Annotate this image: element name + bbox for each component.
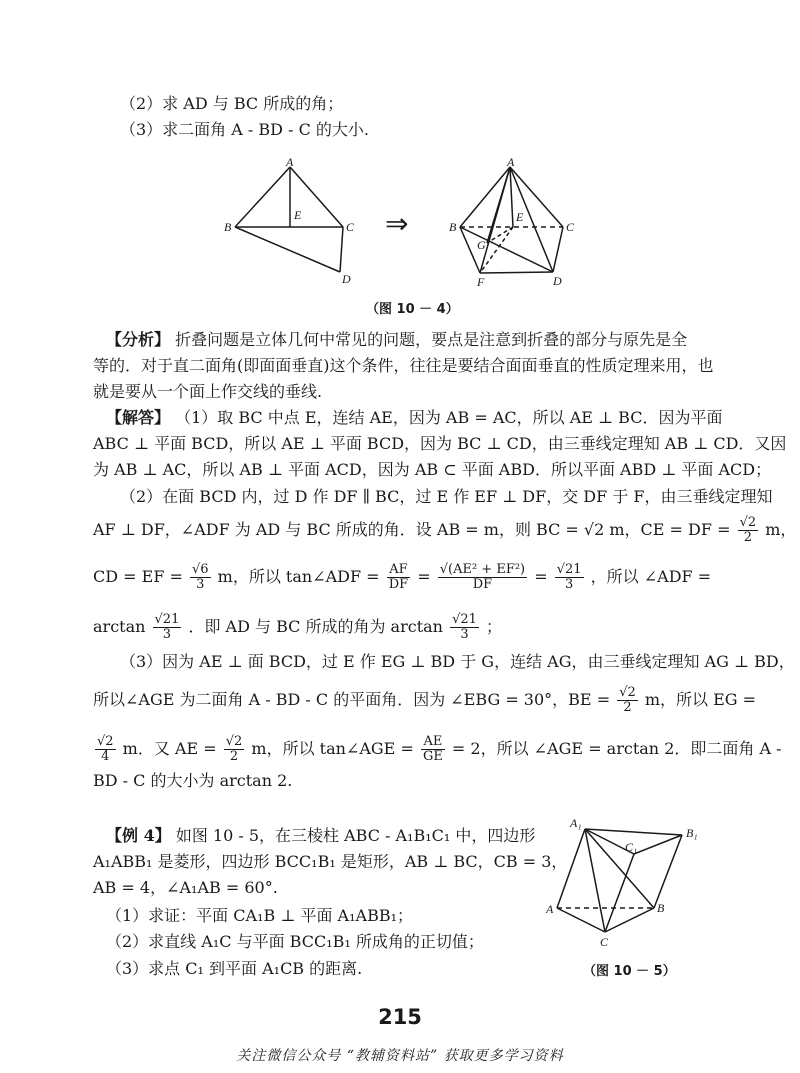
label-G-right: G: [477, 238, 486, 252]
fraction-numerator: √6: [192, 562, 209, 577]
fraction-numerator: √2: [619, 685, 636, 700]
figure-10-4: [215, 155, 595, 290]
example-4-question-3: （3）求点 C₁ 到平面 A₁CB 的距离.: [106, 959, 363, 978]
edge-CD-left: [340, 227, 343, 272]
fraction-ae-over-ge: [421, 735, 445, 764]
p2-line3-text-c: =: [417, 567, 431, 586]
p2-line4-text-a: arctan: [93, 617, 146, 636]
fraction-numerator: √2: [739, 515, 757, 530]
fraction-numerator: √21: [556, 562, 582, 577]
solution-p1-line-2: ABC ⊥ 平面 BCD，所以 AE ⊥ 平面 BCD，因为 BC ⊥ CD，由三垂线定理知 AB ⊥ CD．又因: [93, 434, 787, 453]
question-3: （3）求二面角 A - BD - C 的大小.: [120, 120, 369, 139]
fraction-denominator: 2: [229, 749, 239, 764]
label-B: B: [657, 901, 665, 915]
fraction-numerator: AE: [421, 735, 445, 750]
p3-line2-text-a: 所以∠AGE 为二面角 A - BD - C 的平面角．因为 ∠EBG = 30°，BE =: [93, 690, 611, 709]
p3-line3-text-a: m．又 AE =: [122, 739, 217, 758]
edge-C1B1: [634, 835, 682, 854]
solution-p3-line-4: BD - C 的大小为 arctan 2.: [93, 771, 293, 790]
label-C1: C₁: [625, 840, 638, 854]
example-4-line-2: A₁ABB₁ 是菱形，四边形 BCC₁B₁ 是矩形，AB ⊥ BC，CB = 3，: [93, 852, 568, 871]
edge-BD-right: [460, 227, 553, 272]
fraction-sqrt21-over-3: [450, 613, 479, 642]
arrow-symbol: ⇒: [385, 209, 409, 240]
analysis-line-2: 等的．对于直二面角(即面面垂直)这个条件，往往是要结合面面垂直的性质定理来用，也: [93, 356, 714, 375]
fraction-sqrt2-over-2: [224, 735, 245, 764]
figure-10-5: [540, 815, 720, 955]
example-4-tag: 【例 4】: [106, 826, 171, 845]
p2-line3-text-a: CD = EF =: [93, 567, 183, 586]
fraction-denominator: 3: [460, 627, 469, 642]
label-B-left: B: [224, 220, 232, 234]
example-4-question-1: （1）求证：平面 CA₁B ⊥ 平面 A₁ABB₁；: [106, 906, 413, 925]
figure-10-5-caption: （图 10 － 5）: [583, 964, 676, 979]
edge-A1B: [585, 829, 654, 908]
fraction-denominator: 3: [196, 577, 205, 592]
edge-CD-right: [553, 227, 563, 272]
label-E-right: E: [516, 210, 524, 224]
fraction-numerator: √2: [225, 734, 243, 749]
example-4-question-2: （2）求直线 A₁C 与平面 BCC₁B₁ 所成角的正切值；: [106, 932, 484, 951]
label-B-right: B: [449, 220, 457, 234]
fraction-sqrt21-over-3: [153, 613, 182, 642]
solution-p3-line-1: （3）因为 AE ⊥ 面 BCD，过 E 作 EG ⊥ BD 于 G，连结 AG，由三垂线定理知 AG ⊥ BD，: [120, 652, 795, 671]
fraction-numerator: AF: [387, 563, 410, 578]
edge-A1A: [557, 829, 585, 908]
fraction-denominator: 3: [162, 627, 172, 642]
p2-line4-text-b: ．即 AD 与 BC 所成的角为 arctan: [188, 617, 443, 636]
fraction-numerator: √21: [452, 612, 477, 627]
question-2: （2）求 AD 与 BC 所成的角；: [120, 94, 344, 113]
footer-note: 关注微信公众号 “教辅资料站” 获取更多学习资料: [236, 1048, 564, 1064]
example-4-line-3: AB = 4，∠A₁AB = 60°.: [93, 878, 278, 897]
p2-line3-text-d: =: [534, 567, 548, 586]
fraction-af-over-df: [387, 563, 410, 592]
fraction-denominator: 2: [743, 530, 752, 545]
solution-p2-line-3: [93, 563, 711, 592]
p3-line2-text-b: m，所以 EG =: [644, 690, 757, 709]
label-A1: A₁: [570, 816, 582, 830]
fraction-denominator: 3: [565, 577, 574, 592]
label-A: A: [546, 902, 554, 916]
solution-p3-line-2: [93, 686, 756, 715]
label-C: C: [600, 935, 609, 949]
fraction-denominator: DF: [388, 577, 409, 592]
fraction-denominator: DF: [472, 577, 493, 592]
analysis-text-1: 折叠问题是立体几何中常见的问题，要点是注意到折叠的部分与原先是全: [175, 330, 688, 349]
fraction-sqrt-sum-over-df: [438, 563, 527, 592]
solution-p2-line-4: [93, 613, 502, 642]
fraction-denominator: 4: [101, 749, 110, 764]
fraction-denominator: 2: [623, 700, 632, 715]
analysis-line-3: 就是要从一个面上作交线的垂线.: [93, 382, 323, 401]
edge-AE-right: [510, 167, 513, 227]
page-number: 215: [378, 1005, 422, 1029]
p3-line3-text-b: m，所以 tan∠AGE =: [251, 739, 414, 758]
edge-BD-left: [235, 227, 340, 272]
label-B1: B₁: [686, 826, 698, 840]
edge-B1B: [654, 835, 682, 908]
label-C-right: C: [566, 220, 575, 234]
edge-FD-right: [480, 272, 553, 273]
p2-line4-text-c: ；: [486, 617, 503, 636]
p2-line2-text-a: AF ⊥ DF，∠ADF 为 AD 与 BC 所成的角．设 AB = m，则 BC = √2 m，CE = DF =: [93, 520, 731, 539]
label-E-left: E: [294, 208, 302, 222]
analysis-line-1: [106, 330, 687, 350]
solution-p3-line-3: [93, 735, 782, 764]
label-F-right: F: [477, 275, 485, 289]
fraction-denominator: GE: [422, 749, 443, 764]
p2-line3-text-b: m，所以 tan∠ADF =: [217, 567, 380, 586]
label-C-left: C: [346, 220, 355, 234]
edge-AC: [557, 908, 605, 932]
fraction-numerator: √(AE² + EF²): [439, 562, 526, 577]
figure-10-4-caption: （图 10 － 4）: [366, 302, 459, 317]
fraction-numerator: √2: [97, 734, 114, 749]
p2-line3-text-e: ，所以 ∠ADF =: [590, 567, 712, 586]
solution-p2-line-1: （2）在面 BCD 内，过 D 作 DF ∥ BC，过 E 作 EF ⊥ DF，交 DF 于 F，由三垂线定理知: [120, 487, 773, 506]
fraction-sqrt2-over-4: [95, 735, 116, 764]
label-D-left: D: [342, 272, 351, 286]
solution-p1-text-1: （1）取 BC 中点 E，连结 AE，因为 AB = AC，所以 AE ⊥ BC．因为平面: [175, 408, 723, 427]
analysis-tag: 【分析】: [106, 330, 171, 349]
p3-line3-text-c: = 2，所以 ∠AGE = arctan 2．即二面角 A -: [451, 739, 782, 758]
edge-A1C: [585, 829, 605, 932]
solution-line-1: [106, 408, 722, 428]
fraction-sqrt21-over-3: [555, 563, 584, 592]
solution-p2-line-2: [93, 516, 796, 545]
label-D-right: D: [553, 274, 562, 288]
fraction-sqrt2-over-2: [738, 516, 759, 545]
edge-AB-right: [460, 167, 510, 227]
fraction-sqrt2-over-2: [617, 686, 638, 715]
label-A-right: A: [507, 155, 515, 169]
example-4-text-1: 如图 10 - 5，在三棱柱 ABC - A₁B₁C₁ 中，四边形: [175, 826, 536, 845]
fraction-numerator: √21: [154, 612, 180, 627]
edge-AB-left: [235, 167, 290, 227]
fraction-sqrt6-over-3: [190, 563, 211, 592]
solution-tag: 【解答】: [106, 408, 171, 427]
solution-p1-line-3: 为 AB ⊥ AC，所以 AB ⊥ 平面 ACD，因为 AB ⊂ 平面 ABD．所以平面 ABD ⊥ 平面 ACD；: [93, 460, 772, 479]
p2-line2-text-b: m，: [765, 520, 797, 539]
edge-A1B1: [585, 829, 682, 835]
example-4-line-1: [106, 826, 535, 846]
label-A-left: A: [286, 155, 294, 169]
